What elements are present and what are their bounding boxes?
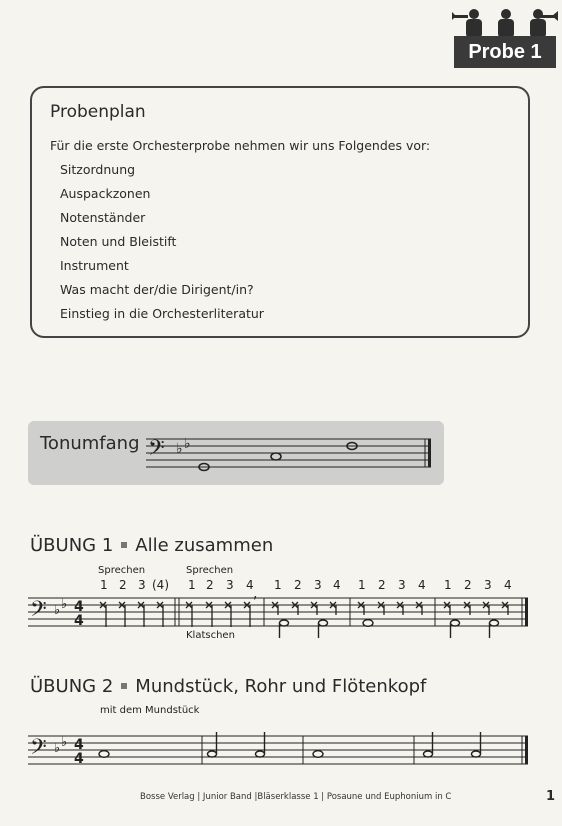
count-label: 2 — [378, 578, 386, 592]
whole-note — [271, 453, 281, 460]
half-notes — [280, 620, 499, 638]
time-signature-top: 4 — [74, 599, 84, 615]
whole-note — [99, 751, 109, 758]
count-label: 3 — [226, 578, 234, 592]
flat-icon: ♭ — [54, 603, 61, 618]
count-label: 4 — [246, 578, 254, 592]
count-label: 1 — [274, 578, 282, 592]
count-label: 2 — [206, 578, 214, 592]
count-label: 1 — [444, 578, 452, 592]
probenplan-box — [30, 86, 530, 338]
sprechen-label: Sprechen — [98, 565, 146, 576]
count-label: (4) — [152, 578, 169, 592]
time-signature-top: 4 — [74, 737, 84, 753]
tonumfang-label: Tonumfang — [40, 433, 140, 454]
plan-item: Noten und Bleistift — [60, 234, 177, 249]
uebung2-number: ÜBUNG 2 — [30, 676, 114, 697]
half-note — [472, 751, 481, 757]
count-label: 3 — [138, 578, 146, 592]
count-label: 1 — [188, 578, 196, 592]
half-note — [256, 751, 265, 757]
bullet-square-icon — [121, 542, 127, 548]
probe-badge: Probe 1 — [454, 36, 556, 68]
plan-item: Instrument — [60, 258, 129, 273]
x-notes — [100, 602, 508, 627]
plan-item: Auspackzonen — [60, 186, 151, 201]
bass-clef-icon: 𝄢 — [30, 735, 47, 765]
flat-icon: ♭ — [61, 597, 68, 612]
brass-players-icon — [452, 6, 558, 38]
flat-icon: ♭ — [184, 436, 191, 452]
probenplan-title: Probenplan — [50, 102, 146, 122]
count-label: 1 — [100, 578, 108, 592]
uebung1-title: Alle zusammen — [135, 535, 274, 556]
uebung2-heading — [30, 676, 426, 697]
count-label: 2 — [464, 578, 472, 592]
plan-item: Einstieg in die Orchesterliteratur — [60, 306, 264, 321]
breath-mark: , — [253, 586, 258, 602]
bass-clef-icon: 𝄢 — [148, 436, 165, 466]
tonumfang-staff — [146, 429, 436, 479]
klatschen-label: Klatschen — [186, 630, 235, 641]
count-label: 3 — [398, 578, 406, 592]
half-note — [208, 751, 217, 757]
flat-icon: ♭ — [176, 441, 183, 457]
uebung1-staff — [28, 562, 538, 652]
count-label: 4 — [333, 578, 341, 592]
page-number: 1 — [546, 789, 556, 804]
count-label: 2 — [119, 578, 127, 592]
half-note — [424, 751, 433, 757]
bullet-square-icon — [121, 683, 127, 689]
sprechen-label: Sprechen — [186, 565, 234, 576]
count-label: 1 — [358, 578, 366, 592]
bass-clef-icon: 𝄢 — [30, 597, 47, 627]
count-label: 2 — [294, 578, 302, 592]
uebung2-staff — [28, 700, 538, 770]
time-signature-bottom: 4 — [74, 751, 84, 767]
count-label: 3 — [484, 578, 492, 592]
count-label: 4 — [418, 578, 426, 592]
plan-item: Notenständer — [60, 210, 146, 225]
plan-item: Sitzordnung — [60, 162, 136, 177]
uebung1-heading — [30, 535, 273, 556]
plan-item: Was macht der/die Dirigent/in? — [60, 282, 254, 297]
time-signature-bottom: 4 — [74, 613, 84, 629]
flat-icon: ♭ — [54, 741, 61, 756]
footer-text: Bosse Verlag | Junior Band |Bläserklasse 1 | Posaune und Euphonium in C — [140, 792, 452, 802]
whole-note — [313, 751, 323, 758]
count-label: 3 — [314, 578, 322, 592]
probenplan-intro: Für die erste Orchesterprobe nehmen wir uns Folgendes vor: — [50, 138, 431, 153]
flat-icon: ♭ — [61, 735, 68, 750]
uebung1-number: ÜBUNG 1 — [30, 535, 114, 556]
tonumfang-box — [28, 421, 444, 485]
mundstueck-instruction: mit dem Mundstück — [100, 705, 200, 716]
count-label: 4 — [504, 578, 512, 592]
uebung2-title: Mundstück, Rohr und Flötenkopf — [135, 676, 427, 697]
